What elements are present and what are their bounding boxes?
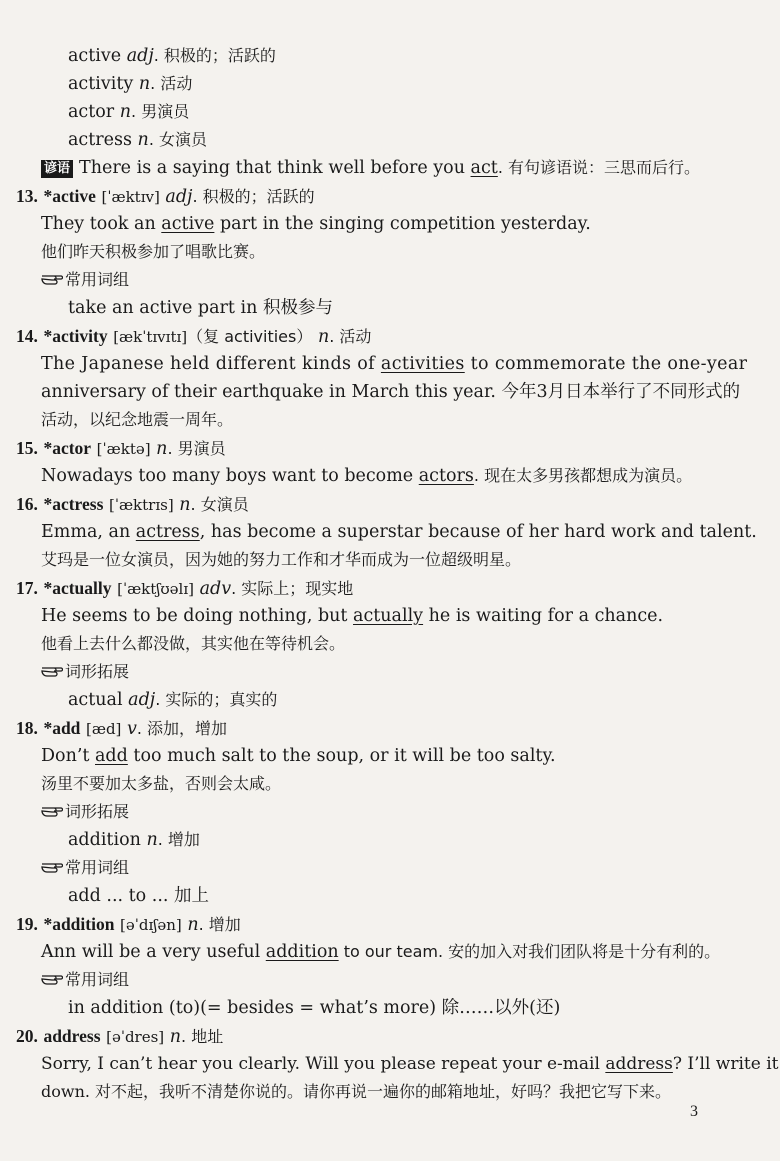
entry-13-phrase: take an active part in 积极参与 — [68, 298, 333, 318]
entry-16-translation: 艾玛是一位女演员，因为她的努力工作和才华而成为一位超级明星。 — [41, 550, 522, 569]
entry-20-example: Sorry, I can’t hear you clearly. Will you please repeat your e-mail address? I’ll write it — [41, 1054, 779, 1074]
entry-20-headword: 20. address [əˈdres] n. 地址 — [16, 1026, 224, 1047]
entry-14-translation: 活动，以纪念地震一周年。 — [41, 410, 234, 429]
entry-20-translation: down. 对不起，我听不清楚你说的。请你再说一遍你的邮箱地址，好吗？我把它写下来。 — [41, 1082, 672, 1101]
pointing-hand-icon — [41, 972, 63, 986]
proverb-line: 谚语 There is a saying that think well before you act. 有句谚语说：三思而后行。 — [41, 157, 700, 179]
entry-18-translation: 汤里不要加太多盐，否则会太咸。 — [41, 774, 282, 793]
sub-item-actor: actor n. 男演员 — [68, 102, 190, 122]
entry-15-headword: 15. *actor [ˈæktə] n. 男演员 — [16, 438, 226, 459]
entry-19-phrase: in addition (to)(= besides = what’s more) 除……以外(还) — [68, 998, 561, 1018]
entry-17-derive: actual adj. 实际的；真实的 — [68, 690, 278, 710]
entry-18-derive-heading: 词形拓展 — [41, 801, 129, 823]
pointing-hand-icon — [41, 860, 63, 874]
page-number: 3 — [690, 1103, 698, 1120]
entry-13-headword: 13. *active [ˈæktɪv] adj. 积极的；活跃的 — [16, 186, 315, 207]
entry-16-headword: 16. *actress [ˈæktrɪs] n. 女演员 — [16, 494, 249, 515]
entry-16-example: Emma, an actress, has become a superstar because of her hard work and talent. — [41, 522, 757, 542]
entry-18-derive: addition n. 增加 — [68, 830, 200, 850]
proverb-badge: 谚语 — [41, 160, 73, 178]
entry-13-example: They took an active part in the singing competition yesterday. — [41, 214, 591, 234]
entry-13-translation: 他们昨天积极参加了唱歌比赛。 — [41, 242, 266, 261]
entry-14-headword: 14. *activity [ækˈtɪvɪtɪ]（复 activities） n. 活动 — [16, 326, 372, 347]
pointing-hand-icon — [41, 272, 63, 286]
entry-14-example: The Japanese held different kinds of activities to commemorate the one-year — [41, 354, 748, 374]
entry-14-example-cont: anniversary of their earthquake in March this year. 今年3月日本举行了不同形式的 — [41, 382, 741, 402]
sub-item-active: active adj. 积极的；活跃的 — [68, 46, 276, 66]
entry-18-phrase: add ... to ... 加上 — [68, 886, 210, 906]
entry-18-headword: 18. *add [æd] v. 添加，增加 — [16, 718, 228, 739]
pointing-hand-icon — [41, 664, 63, 678]
entry-17-headword: 17. *actually [ˈæktʃʊəlɪ] adv. 实际上；现实地 — [16, 578, 354, 599]
entry-19-phrase-heading: 常用词组 — [41, 969, 129, 991]
entry-17-example: He seems to be doing nothing, but actually he is waiting for a chance. — [41, 606, 664, 626]
entry-18-phrase-heading: 常用词组 — [41, 857, 129, 879]
entry-18-example: Don’t add too much salt to the soup, or it will be too salty. — [41, 746, 556, 766]
entry-17-derive-heading: 词形拓展 — [41, 661, 129, 683]
entry-13-phrase-heading: 常用词组 — [41, 269, 129, 291]
entry-15-example: Nowadays too many boys want to become actors. 现在太多男孩都想成为演员。 — [41, 466, 693, 486]
pointing-hand-icon — [41, 804, 63, 818]
entry-17-translation: 他看上去什么都没做，其实他在等待机会。 — [41, 634, 346, 653]
sub-item-activity: activity n. 活动 — [68, 74, 193, 94]
sub-item-actress: actress n. 女演员 — [68, 130, 207, 150]
entry-19-headword: 19. *addition [əˈdɪʃən] n. 增加 — [16, 914, 241, 935]
entry-19-example: Ann will be a very useful addition to our team. 安的加入对我们团队将是十分有利的。 — [41, 942, 721, 962]
